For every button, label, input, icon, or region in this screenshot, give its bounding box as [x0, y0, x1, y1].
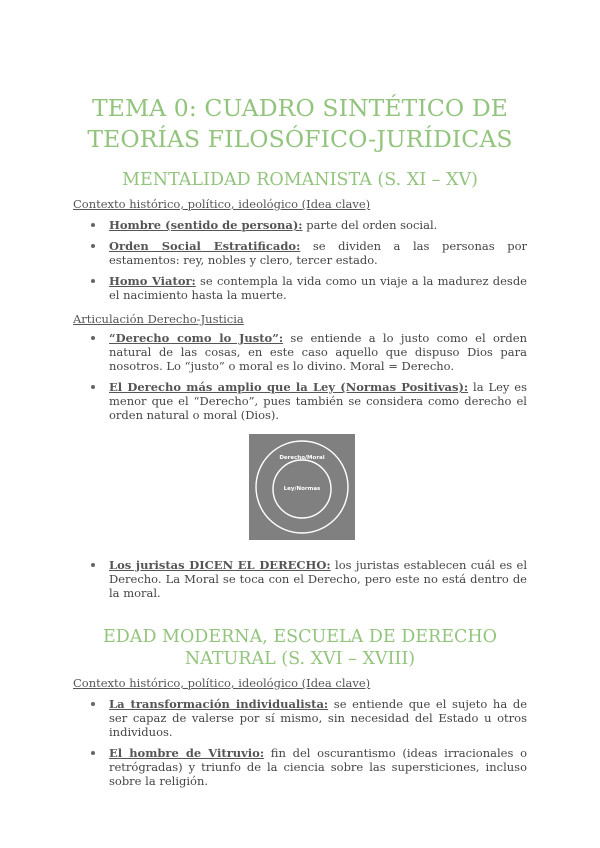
section-1-context-heading: Contexto histórico, político, ideológico (Idea clave) [73, 197, 371, 211]
item-text: la Ley es menor que el “Derecho”, pues también se considera como derecho el orden natural o moral (Dios). [109, 380, 527, 422]
list-item [73, 697, 527, 739]
item-term: Orden Social Estratificado: [109, 239, 301, 253]
item-term: La transformación individualista: [109, 697, 329, 711]
list-item [73, 746, 527, 788]
list-item [73, 558, 527, 600]
section-1-relation-heading: Articulación Derecho-Justicia [73, 312, 244, 326]
item-term: Homo Viator: [109, 274, 196, 288]
law-moral-diagram [249, 434, 355, 540]
section-2-title [73, 626, 527, 670]
item-text: parte del orden social. [302, 218, 438, 232]
item-text: se contempla la vida como un viaje a la madurez desde el nacimiento hasta la muerte. [109, 274, 527, 302]
list-item [73, 239, 527, 267]
diagram-inner-label: Ley/Normas [283, 486, 321, 492]
item-text: fin del oscurantismo (ideas irracionales o retrógradas) y triunfo de la ciencia sobre las supersticiones, incluso sobre la religión. [109, 746, 527, 788]
title-line-2: TEORÍAS FILOSÓFICO-JURÍDICAS [87, 125, 513, 153]
section-2-context-heading: Contexto histórico, político, ideológico (Idea clave) [73, 676, 371, 690]
item-term: “Derecho como lo Justo”: [109, 331, 284, 345]
list-item [73, 274, 527, 302]
section-1-context-list [73, 218, 527, 302]
item-text: se dividen a las personas por estamentos: rey, nobles y clero, tercer estado. [109, 239, 527, 267]
list-item [73, 380, 527, 422]
section-2-title-line-1: EDAD MODERNA, ESCUELA DE DERECHO [103, 627, 497, 647]
list-item [73, 331, 527, 373]
item-term: Hombre (sentido de persona): [109, 218, 303, 232]
item-term: Los juristas DICEN EL DERECHO: [109, 558, 331, 572]
section-1-title: MENTALIDAD ROMANISTA (S. XI – XV) [122, 170, 478, 190]
section-2-context-list [73, 697, 527, 788]
diagram-outer-label: Derecho/Moral [279, 455, 325, 461]
section-1-relation-list [73, 331, 527, 422]
item-text: se entiende a lo justo como el orden natural de las cosas, en este caso aquello que dispuso Dios para nosotros. Lo “justo” o moral es lo divino. Moral = Derecho. [109, 331, 528, 373]
title-line-1: TEMA 0: CUADRO SINTÉTICO DE [91, 94, 509, 122]
item-term: El Derecho más amplio que la Ley (Normas Positivas): [109, 380, 469, 394]
section-1-after-figure-list [73, 558, 527, 600]
item-text: se entiende que el sujeto ha de ser capaz de valerse por sí mismo, sin necesidad del Estado u otros individuos. [109, 697, 527, 739]
item-text: los juristas establecen cuál es el Derecho. La Moral se toca con el Derecho, pero este no está dentro de la moral. [109, 558, 527, 600]
page-title [73, 0, 527, 155]
list-item [73, 218, 527, 232]
item-term: El hombre de Vitruvio: [109, 746, 265, 760]
section-2-title-line-2: NATURAL (S. XVI – XVIII) [184, 649, 416, 669]
